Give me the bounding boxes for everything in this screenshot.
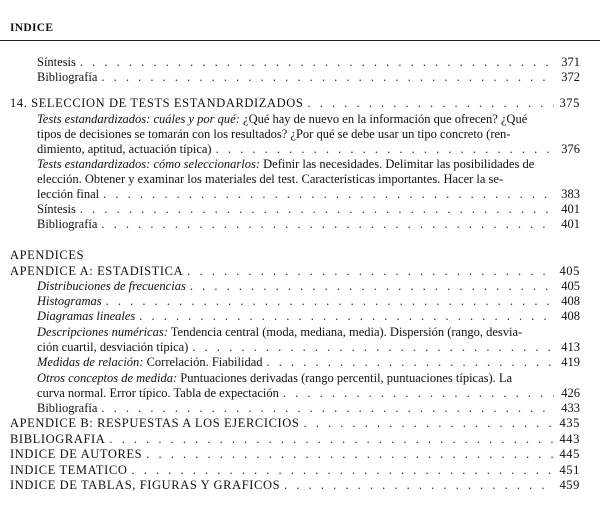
leader-dots [303,416,554,430]
subsection-text: Tendencia central (moda, mediana, media). Dispersión (rango, desvia- [167,325,523,339]
page-number: 405 [561,279,580,293]
toc-label: Bibliografía [37,70,98,84]
leader-dots [187,264,554,278]
toc-chapter-14[interactable] [10,96,580,110]
toc-indice-tablas[interactable] [10,478,580,492]
toc-entry-sintesis[interactable] [37,55,580,69]
toc-entry-bibliografia[interactable] [37,401,580,415]
leader-dots [192,340,554,354]
toc-label: Bibliografía [37,401,98,415]
toc-label: Histogramas [37,294,102,308]
toc-subsection-1-line2: tipos de decisiones se tomarán con los resultados? ¿Por qué se debe usar un tipo concreto (ren- [37,127,511,141]
leader-dots [80,202,554,216]
subsection-text: Definir las necesidades. Delimitar las posibilidades de [260,157,535,171]
toc-label: 14. SELECCION DE TESTS ESTANDARDIZADOS [10,96,304,110]
page-number: 376 [561,142,580,156]
toc-label: INDICE DE AUTORES [10,447,143,461]
toc-subsection-2-line3[interactable] [37,187,580,201]
toc-label: INDICE TEMATICO [10,463,128,477]
toc-appendix-a-item-line2[interactable] [37,340,580,354]
subsection-text: ción cuartil, desviación típica) [37,340,189,354]
toc-label: Diagramas lineales [37,309,136,323]
page-number: 435 [559,416,580,430]
leader-dots [216,142,554,156]
toc-label: APENDICE A: ESTADISTICA [10,264,184,278]
subsection-text: Correlación. Fiabilidad [143,355,263,369]
leader-dots [80,55,554,69]
toc-label: Distribuciones de frecuencias [37,279,186,293]
leader-dots [109,432,554,446]
toc-appendix-a-item-line1[interactable] [37,371,512,385]
toc-appendix-a-item-line1[interactable] [37,325,522,339]
toc-label: INDICE DE TABLAS, FIGURAS Y GRAFICOS [10,478,281,492]
page-number: 383 [561,187,580,201]
toc-indice-autores[interactable] [10,447,580,461]
page-number: 371 [561,55,580,69]
leader-dots [267,355,554,369]
toc-label: APENDICE B: RESPUESTAS A LOS EJERCICIOS [10,416,300,430]
toc-label: Síntesis [37,55,76,69]
leader-dots [101,70,554,84]
toc-appendix-b[interactable] [10,416,580,430]
subsection-title: Tests estandardizados: cuáles y por qué: [37,112,240,126]
page-number: 426 [561,386,580,400]
leader-dots [190,279,554,293]
toc-appendix-a-item[interactable] [37,355,580,369]
page-number: 445 [559,447,580,461]
subsection-text: ¿Qué hay de nuevo en la información que ofrecen? ¿Qué [239,112,528,126]
toc-appendix-a-item[interactable] [37,294,580,308]
toc-appendix-a-item[interactable] [37,279,580,293]
subsection-title: Otros conceptos de medida: [37,371,178,385]
toc-subsection-2-line1[interactable] [37,157,534,171]
toc-entry-bibliografia[interactable] [37,217,580,231]
running-header: INDICE [10,22,54,34]
toc-subsection-2-line2: elección. Obtener y examinar los materiales del test. Características importantes. Hacer la se- [37,172,504,186]
toc-section-apendices: APENDICES [10,248,85,262]
leader-dots [307,96,554,110]
toc-indice-tematico[interactable] [10,463,580,477]
page-number: 408 [561,294,580,308]
leader-dots [106,294,554,308]
toc-bibliografia[interactable] [10,432,580,446]
subsection-text: Puntuaciones derivadas (rango percentil, puntuaciones típicas). La [177,371,513,385]
leader-dots [103,187,554,201]
toc-label: BIBLIOGRAFIA [10,432,106,446]
leader-dots [131,463,554,477]
toc-label: Síntesis [37,202,76,216]
page-number: 401 [561,202,580,216]
page-number: 413 [561,340,580,354]
page-number: 459 [559,478,580,492]
page-number: 419 [561,355,580,369]
toc-appendix-a-item[interactable] [37,309,580,323]
leader-dots [101,401,554,415]
toc-entry-bibliografia[interactable] [37,70,580,84]
page-number: 408 [561,309,580,323]
page-number: 405 [559,264,580,278]
toc-label [37,355,263,369]
toc-entry-sintesis[interactable] [37,202,580,216]
leader-dots [101,217,554,231]
page-number: 433 [561,401,580,415]
header-rule [0,40,600,41]
toc-subsection-1-line3[interactable] [37,142,580,156]
subsection-title: Tests estandardizados: cómo seleccionarlos: [37,157,261,171]
toc-label: Bibliografía [37,217,98,231]
subsection-title: Medidas de relación: [37,355,144,369]
toc-subsection-1-line1[interactable] [37,112,527,126]
page-number: 451 [559,463,580,477]
leader-dots [139,309,554,323]
page-number: 443 [559,432,580,446]
page-number: 401 [561,217,580,231]
toc-appendix-a-item-line2[interactable] [37,386,580,400]
page-number: 375 [559,96,580,110]
subsection-title: Descripciones numéricas: [37,325,168,339]
subsection-text: curva normal. Error típico. Tabla de expectación [37,386,279,400]
subsection-text: lección final [37,187,100,201]
toc-appendix-a[interactable] [10,264,580,278]
leader-dots [146,447,554,461]
page-number: 372 [561,70,580,84]
leader-dots [284,478,554,492]
subsection-text: dimiento, aptitud, actuación típica) [37,142,212,156]
leader-dots [283,386,554,400]
